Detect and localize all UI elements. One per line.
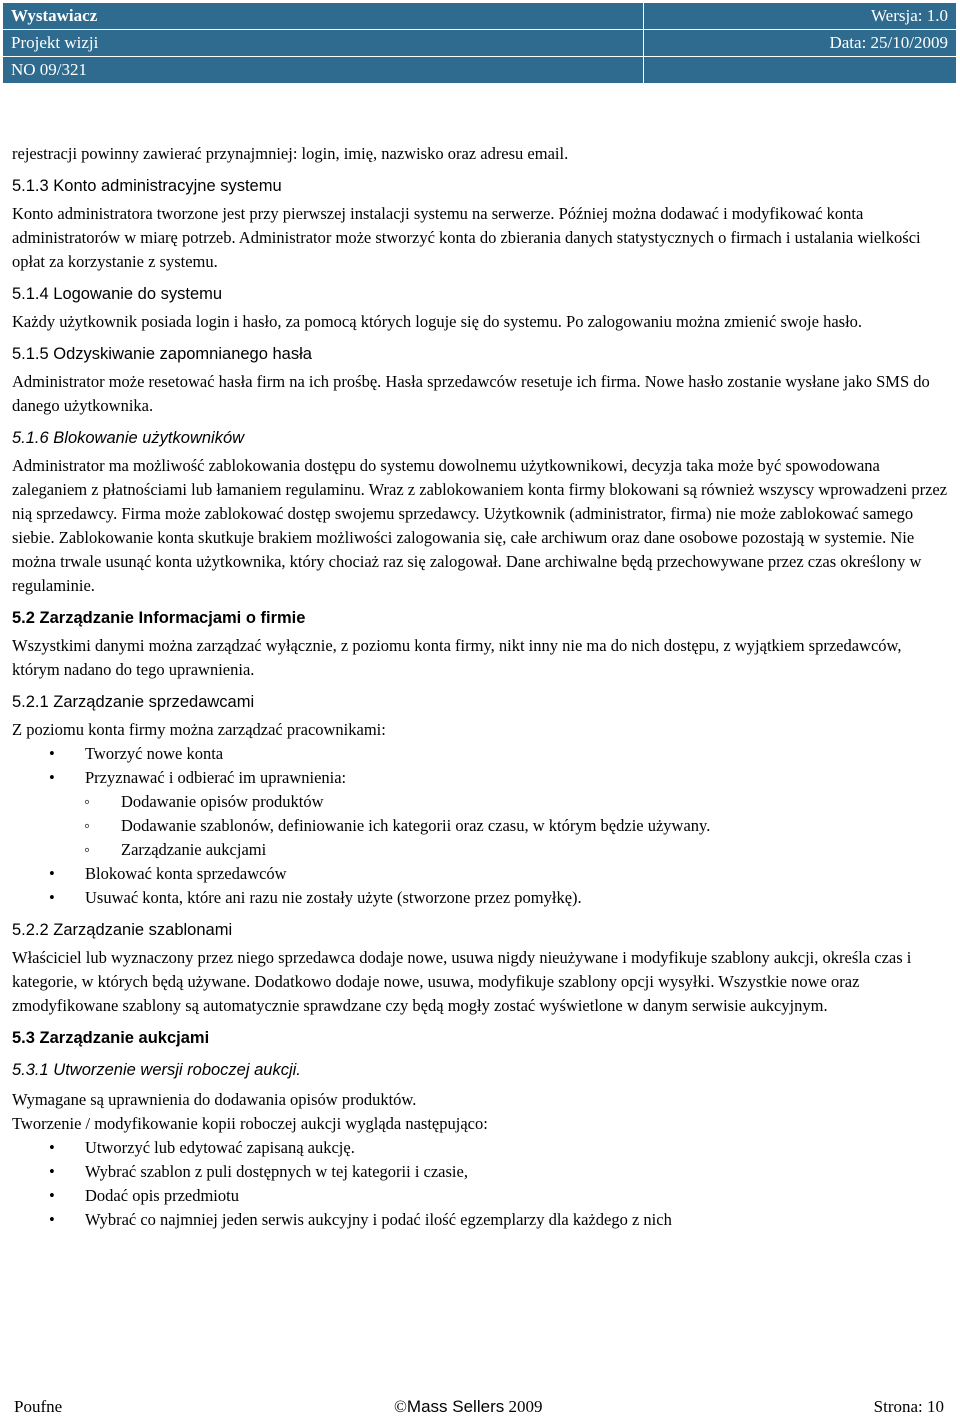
heading-5-2: 5.2 Zarządzanie Informacjami o firmie (12, 609, 306, 627)
list-item: • Wybrać co najmniej jeden serwis aukcyjny i podać ilość egzemplarzy dla każdego z nich (12, 1208, 948, 1232)
header-version: Wersja: 1.0 (644, 3, 957, 30)
paragraph-5-3-1-a: Wymagane są uprawnienia do dodawania opisów produktów. (12, 1090, 417, 1109)
list-5-2-1-b (12, 862, 948, 910)
footer-confidential: Poufne (14, 1397, 63, 1416)
document-body (12, 142, 948, 1232)
paragraph-5-2-1: Z poziomu konta firmy można zarządzać pracownikami: (12, 720, 386, 739)
heading-5-2-1: 5.2.1 Zarządzanie sprzedawcami (12, 693, 255, 711)
list-item: • Przyznawać i odbierać im uprawnienia: (12, 766, 948, 790)
footer-year: 2009 (508, 1397, 543, 1416)
heading-5-1-6: 5.1.6 Blokowanie użytkowników (12, 429, 245, 447)
heading-5-1-4: 5.1.4 Logowanie do systemu (12, 285, 223, 303)
list-5-2-1-a (12, 742, 948, 790)
header-empty-cell (644, 57, 957, 84)
list-5-2-1-sub (12, 790, 948, 862)
paragraph-5-1-3: Konto administratora tworzone jest przy pierwszej instalacji systemu na serwerze. Później można dodawać i modyfikować konta administratorów w miarę potrzeb. Administrator może stworzyć konta do zbierania danych statystycznych o firmach i ustalania wielkości opłat za korzystanie z systemu. (12, 204, 921, 271)
list-item: • Wybrać szablon z puli dostępnych w tej kategorii i czasie, (12, 1160, 948, 1184)
heading-5-3-1: 5.3.1 Utworzenie wersji roboczej aukcji. (12, 1061, 301, 1079)
list-item: • Tworzyć nowe konta (12, 742, 948, 766)
paragraph-5-1-6: Administrator ma możliwość zablokowania dostępu do systemu dowolnemu użytkownikowi, decyzja taka może być spowodowana zaleganiem z płatnościami lub łamaniem regulaminu. Wraz z zablokowaniem konta firmy blokowani są również wszyscy wprowadzeni przez nią sprzedawcy. Firma może zablokować dostęp swojemu sprzedawcy. Użytkownik (administrator, firma) nie może zablokować samego siebie. Zablokowanie konta skutkuje brakiem możliwości zalogowania się, całe archiwum oraz dane osobowe pozostają w systemie. Nie można trwale usunąć konta użytkownika, który chociaż raz się zalogował. Dane archiwalne będą przechowywane przez czas określony w regulaminie. (12, 456, 948, 595)
heading-5-1-5: 5.1.5 Odzyskiwanie zapomnianego hasła (12, 345, 312, 363)
list-item: ◦ Dodawanie opisów produktów (12, 790, 948, 814)
heading-5-2-2: 5.2.2 Zarządzanie szablonami (12, 921, 233, 939)
header-project: Projekt wizji (3, 30, 644, 57)
header-number: NO 09/321 (3, 57, 644, 84)
list-item: • Blokować konta sprzedawców (12, 862, 948, 886)
list-5-3-1 (12, 1136, 948, 1232)
heading-5-3: 5.3 Zarządzanie aukcjami (12, 1029, 210, 1047)
paragraph-5-2: Wszystkimi danymi można zarządzać wyłącznie, z poziomu konta firmy, nikt inny nie ma do nich dostępu, z wyjątkiem sprzedawców, którym nadano do tego uprawnienia. (12, 636, 902, 679)
paragraph-5-2-2: Właściciel lub wyznaczony przez niego sprzedawca dodaje nowe, usuwa nigdy nieużywane i modyfikuje szablony aukcji, określa czas i kategorie, w których będą używane. Dodatkowo dodaje nowe, usuwa, modyfikuje szablony opcji wysyłki. Wszystkie nowe oraz zmodyfikowane szablony są automatycznie sprawdzane czy będą mogły zostać wyświetlone w danym serwisie aukcyjnym. (12, 948, 912, 1015)
list-item: ◦ Dodawanie szablonów, definiowanie ich kategorii oraz czasu, w którym będzie używany. (12, 814, 948, 838)
footer-brand: Mass Sellers (406, 1397, 505, 1416)
heading-5-1-3: 5.1.3 Konto administracyjne systemu (12, 177, 282, 195)
list-item: ◦ Zarządzanie aukcjami (12, 838, 948, 862)
document-header (2, 2, 957, 84)
header-date: Data: 25/10/2009 (644, 30, 957, 57)
footer-copyright (394, 1396, 542, 1418)
list-item: • Usuwać konta, które ani razu nie zostały użyte (stworzone przez pomyłkę). (12, 886, 948, 910)
header-company: Wystawiacz (3, 3, 644, 30)
paragraph-5-1-4: Każdy użytkownik posiada login i hasło, za pomocą których loguje się do systemu. Po zalogowaniu można zmienić swoje hasło. (12, 312, 863, 331)
list-item: • Dodać opis przedmiotu (12, 1184, 948, 1208)
paragraph-intro: rejestracji powinny zawierać przynajmniej: login, imię, nazwisko oraz adresu email. (12, 144, 569, 163)
paragraph-5-1-5: Administrator może resetować hasła firm na ich prośbę. Hasła sprzedawców resetuje ich firma. Nowe hasło zostanie wysłane jako SMS do danego użytkownika. (12, 372, 930, 415)
footer-page-number: Strona: 10 (873, 1397, 944, 1416)
copyright-icon: © (394, 1397, 407, 1416)
list-item: • Utworzyć lub edytować zapisaną aukcję. (12, 1136, 948, 1160)
paragraph-5-3-1-b: Tworzenie / modyfikowanie kopii roboczej aukcji wygląda następująco: (12, 1114, 488, 1133)
